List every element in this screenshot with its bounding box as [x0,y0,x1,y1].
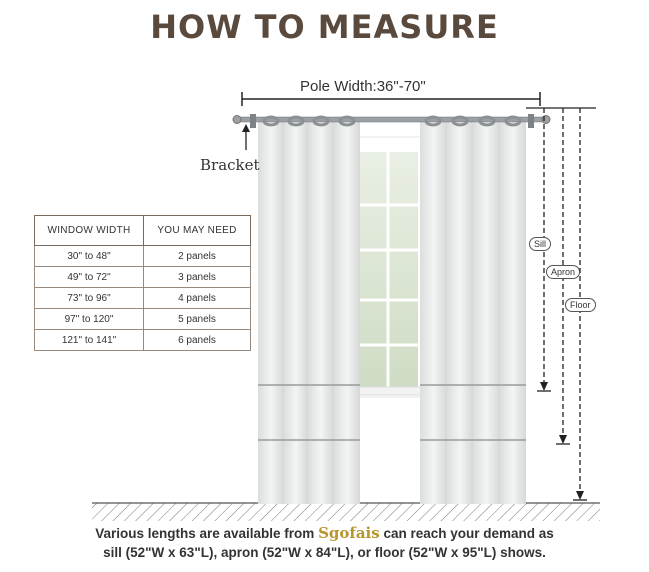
brand-name: Sgofais [318,524,380,542]
cell-window-width: 49" to 72" [35,267,144,288]
caption-text-after: can reach your demand as [383,526,554,541]
right-curtain-panel [420,118,526,504]
bracket-label: Bracket [200,156,260,174]
caption-line-1 [0,524,649,543]
window [350,137,425,397]
table-header-row [35,216,251,246]
cell-window-width: 97" to 120" [35,309,144,330]
cell-window-width: 121" to 141" [35,330,144,351]
floor-tag: Floor [565,298,596,312]
panel-size-table [34,215,251,351]
caption-text-before: Various lengths are available from [95,526,315,541]
cell-panels: 6 panels [144,330,251,351]
page-title: HOW TO MEASURE [150,8,499,46]
pole-width-label: Pole Width:36"-70" [300,78,426,95]
header-window-width: WINDOW WIDTH [35,216,144,246]
table-row [35,288,251,309]
bracket-arrow [242,124,250,150]
header-you-may-need: YOU MAY NEED [144,216,251,246]
table-row [35,309,251,330]
apron-tag: Apron [546,265,580,279]
table-row [35,330,251,351]
cell-panels: 2 panels [144,246,251,267]
table-row [35,267,251,288]
cell-window-width: 30" to 48" [35,246,144,267]
caption-line-2: sill (52"W x 63"L), apron (52"W x 84"L), or floor (52"W x 95"L) shows. [103,545,546,560]
table-row [35,246,251,267]
caption [0,524,649,562]
floor [92,503,600,521]
cell-panels: 3 panels [144,267,251,288]
cell-panels: 4 panels [144,288,251,309]
sill-tag: Sill [529,237,551,251]
cell-window-width: 73" to 96" [35,288,144,309]
left-curtain-panel [258,118,360,504]
cell-panels: 5 panels [144,309,251,330]
